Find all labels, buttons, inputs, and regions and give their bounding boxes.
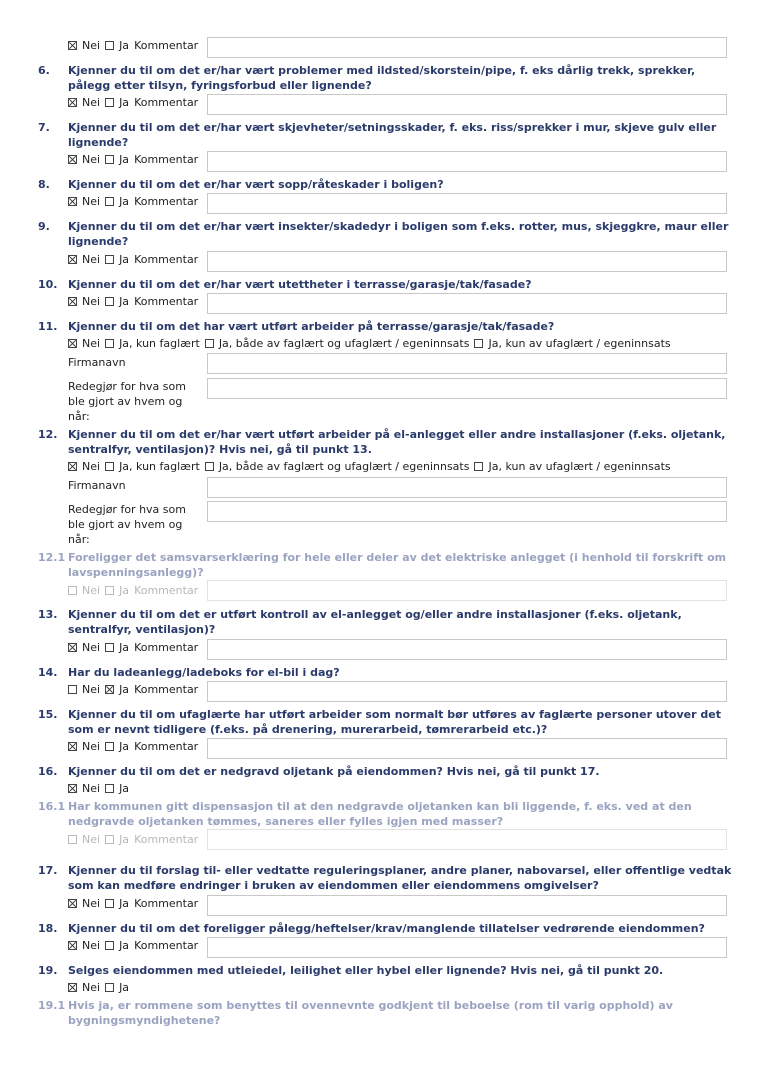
question-text: Kjenner du til om det er/har vært problemer med ildsted/skorstein/pipe, f. eks dårlig trekk, sprekker, pålegg etter tilsyn, fyringsforbud eller lignende?	[68, 64, 696, 92]
checkbox-ja[interactable]	[105, 983, 114, 992]
redegjor-field-11[interactable]	[207, 378, 727, 399]
firmanavn-field-12[interactable]	[207, 477, 727, 498]
question-number: 16.1	[38, 800, 66, 813]
question-text: Kjenner du til om det er/har vært sopp/råteskader i boligen?	[68, 178, 444, 191]
question-number: 6.	[38, 64, 50, 77]
comment-field-15[interactable]	[207, 738, 727, 759]
question-number: 8.	[38, 178, 50, 191]
comment-field-18[interactable]	[207, 937, 727, 958]
question-text: Kjenner du til om det er nedgravd oljetank på eiendommen? Hvis nei, gå til punkt 17.	[68, 765, 600, 778]
redegjor-label: Redegjør for hva som ble gjort av hvem og når:	[68, 503, 186, 546]
question-number: 19.1	[38, 999, 66, 1012]
checkbox-nei[interactable]	[68, 685, 77, 694]
comment-field-17[interactable]	[207, 895, 727, 916]
checkbox-nei-checked[interactable]	[68, 983, 77, 992]
firmanavn-field-11[interactable]	[207, 353, 727, 374]
checkbox-ja-checked[interactable]	[105, 685, 114, 694]
question-number: 12.	[38, 428, 58, 441]
question-number: 12.1	[38, 551, 66, 564]
question-number: 7.	[38, 121, 50, 134]
answer-row-9: Nei Ja Kommentar	[68, 253, 198, 267]
question-number: 15.	[38, 708, 58, 721]
checkbox-ja[interactable]	[105, 835, 114, 844]
checkbox-ja-ufaglaert[interactable]	[474, 462, 483, 471]
checkbox-nei-checked[interactable]	[68, 742, 77, 751]
checkbox-ja[interactable]	[105, 899, 114, 908]
question-number: 9.	[38, 220, 50, 233]
answer-row-14: Nei Ja Kommentar	[68, 683, 198, 697]
checkbox-ja[interactable]	[105, 41, 114, 50]
answer-row-6: Nei Ja Kommentar	[68, 96, 198, 110]
redegjor-field-12[interactable]	[207, 501, 727, 522]
question-text: Kjenner du til om det har vært utført arbeider på terrasse/garasje/tak/fasade?	[68, 320, 555, 333]
answer-row-13: Nei Ja Kommentar	[68, 641, 198, 655]
question-text: Kjenner du til om det er/har vært skjevheter/setningsskader, f. eks. riss/sprekker i mur, skjeve gulv eller lignende?	[68, 121, 717, 149]
checkbox-ja[interactable]	[105, 98, 114, 107]
checkbox-ja[interactable]	[105, 784, 114, 793]
checkbox-nei-checked[interactable]	[68, 339, 77, 348]
checkbox-ja[interactable]	[105, 586, 114, 595]
question-text: Selges eiendommen med utleiedel, leilighet eller hybel eller lignende? Hvis nei, gå til punkt 20.	[68, 964, 664, 977]
question-text: Kjenner du til om det er/har vært utettheter i terrasse/garasje/tak/fasade?	[68, 278, 532, 291]
answer-row-18: Nei Ja Kommentar	[68, 939, 198, 953]
checkbox-ja-faglaert[interactable]	[105, 339, 114, 348]
answer-row-7: Nei Ja Kommentar	[68, 153, 198, 167]
question-text: Kjenner du til om ufaglærte har utført arbeider som normalt bør utføres av faglærte personer utover det som er nevnt tidligere (f.eks. på drenering, murerarbeid, tømrerarbeid etc.)?	[68, 708, 721, 736]
checkbox-nei-checked[interactable]	[68, 197, 77, 206]
checkbox-ja-begge[interactable]	[205, 462, 214, 471]
question-text: Har kommunen gitt dispensasjon til at den nedgravde oljetanken kan bli liggende, f. eks. ved at den nedgravde oljetanken tømmes, saneres eller fylles igjen med masser?	[68, 800, 692, 828]
answer-row-16-1: Nei Ja Kommentar	[68, 833, 198, 847]
checkbox-nei-checked[interactable]	[68, 41, 77, 50]
checkbox-nei[interactable]	[68, 835, 77, 844]
checkbox-ja[interactable]	[105, 742, 114, 751]
question-text: Kjenner du til forslag til- eller vedtatte reguleringsplaner, andre planer, nabovarsel, eller offentlige vedtak som kan medføre endringer i bruken av eiendommen eller eiendommens omgivelser?	[68, 864, 732, 892]
question-text: Har du ladeanlegg/ladeboks for el-bil i dag?	[68, 666, 340, 679]
question-number: 14.	[38, 666, 58, 679]
checkbox-nei[interactable]	[68, 586, 77, 595]
firmanavn-label: Firmanavn	[68, 356, 126, 369]
checkbox-ja[interactable]	[105, 197, 114, 206]
checkbox-nei-checked[interactable]	[68, 98, 77, 107]
checkbox-nei-checked[interactable]	[68, 941, 77, 950]
comment-field-10[interactable]	[207, 293, 727, 314]
question-text: Kjenner du til om det er/har vært utført arbeider på el-anlegget eller andre installasjoner (f.eks. oljetank, sentralfyr, ventilasjon)? Hvis nei, gå til punkt 13.	[68, 428, 726, 456]
comment-field-13[interactable]	[207, 639, 727, 660]
question-number: 11.	[38, 320, 58, 333]
redegjor-label: Redegjør for hva som ble gjort av hvem og når:	[68, 380, 186, 423]
answer-row-12-1: Nei Ja Kommentar	[68, 584, 198, 598]
question-number: 13.	[38, 608, 58, 621]
question-number: 19.	[38, 964, 58, 977]
checkbox-ja[interactable]	[105, 941, 114, 950]
checkbox-ja[interactable]	[105, 255, 114, 264]
checkbox-ja-begge[interactable]	[205, 339, 214, 348]
comment-field-9[interactable]	[207, 251, 727, 272]
question-number: 16.	[38, 765, 58, 778]
checkbox-ja[interactable]	[105, 297, 114, 306]
question-text: Foreligger det samsvarserklæring for hele eller deler av det elektriske anlegget (i henhold til forskrift om lavspenningsanlegg)?	[68, 551, 727, 579]
question-text: Kjenner du til om det foreligger pålegg/heftelser/krav/manglende tillatelser vedrørende eiendommen?	[68, 922, 705, 935]
checkbox-ja[interactable]	[105, 155, 114, 164]
question-number: 17.	[38, 864, 58, 877]
checkbox-nei-checked[interactable]	[68, 155, 77, 164]
question-text: Kjenner du til om det er/har vært insekter/skadedyr i boligen som f.eks. rotter, mus, skjeggkre, maur eller lignende?	[68, 220, 729, 248]
comment-field-6[interactable]	[207, 94, 727, 115]
comment-field-5[interactable]	[207, 37, 727, 58]
checkbox-nei-checked[interactable]	[68, 643, 77, 652]
checkbox-nei-checked[interactable]	[68, 899, 77, 908]
answer-row-8: Nei Ja Kommentar	[68, 195, 198, 209]
checkbox-ja[interactable]	[105, 643, 114, 652]
answer-row-15: Nei Ja Kommentar	[68, 740, 198, 754]
checkbox-ja-ufaglaert[interactable]	[474, 339, 483, 348]
answer-row-16: Nei Ja	[68, 782, 129, 796]
question-number: 10.	[38, 278, 58, 291]
answer-row-17: Nei Ja Kommentar	[68, 897, 198, 911]
firmanavn-label: Firmanavn	[68, 479, 126, 492]
question-text: Kjenner du til om det er utført kontroll av el-anlegget og/eller andre installasjoner (f.eks. oljetank, sentralfyr, ventilasjon)?	[68, 608, 682, 636]
checkbox-nei-checked[interactable]	[68, 255, 77, 264]
comment-field-8[interactable]	[207, 193, 727, 214]
answer-row-12: Nei Ja, kun faglært Ja, både av faglært og ufaglært / egeninnsats Ja, kun av ufaglært / egeninnsats	[68, 460, 671, 474]
checkbox-nei-checked[interactable]	[68, 462, 77, 471]
checkbox-ja-faglaert[interactable]	[105, 462, 114, 471]
comment-field-12-1[interactable]	[207, 580, 727, 601]
question-text: Hvis ja, er rommene som benyttes til ovennevnte godkjent til beboelse (rom til varig opphold) av bygningsmyndighetene?	[68, 999, 673, 1027]
answer-row-19: Nei Ja	[68, 981, 129, 995]
answer-row-10: Nei Ja Kommentar	[68, 295, 198, 309]
question-number: 18.	[38, 922, 58, 935]
checkbox-nei-checked[interactable]	[68, 297, 77, 306]
answer-row-11: Nei Ja, kun faglært Ja, både av faglært og ufaglært / egeninnsats Ja, kun av ufaglært / egeninnsats	[68, 337, 671, 351]
checkbox-nei-checked[interactable]	[68, 784, 77, 793]
answer-row-5: Nei Ja Kommentar	[68, 39, 198, 53]
comment-field-16-1[interactable]	[207, 829, 727, 850]
comment-field-14[interactable]	[207, 681, 727, 702]
comment-field-7[interactable]	[207, 151, 727, 172]
